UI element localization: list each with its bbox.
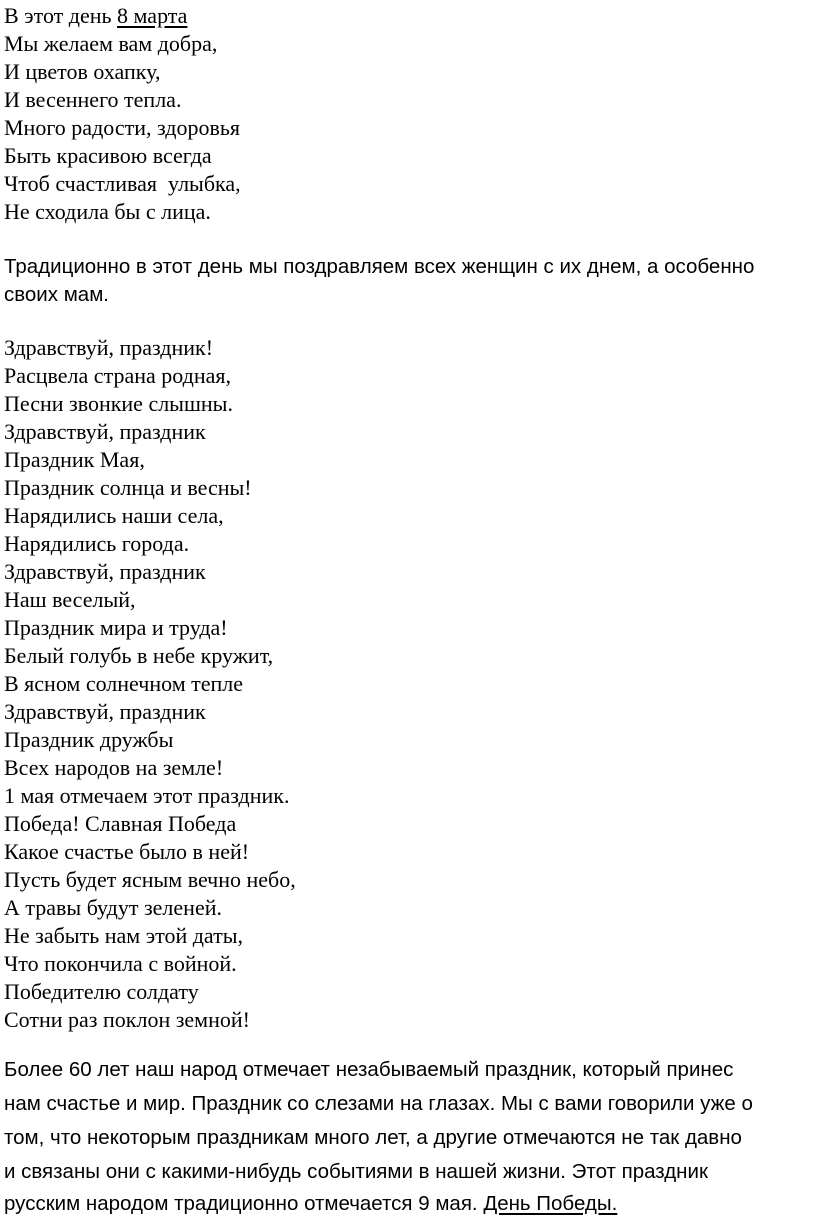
poem2-line: Нарядились города.	[4, 531, 190, 556]
paragraph1-line: Традиционно в этот день мы поздравляем всех женщин с их днем, а особенно	[4, 255, 755, 278]
poem1-line-1	[4, 2, 187, 30]
paragraph2-line: и связаны они с какими-нибудь событиями в нашей жизни. Этот праздник	[4, 1160, 708, 1183]
poem2-line: Здравствуй, праздник	[4, 699, 206, 724]
paragraph2-line: том, что некоторым праздникам много лет, а другие отмечаются не так давно	[4, 1126, 742, 1149]
poem2-line: Белый голубь в небе кружит,	[4, 643, 274, 668]
poem2-line: Расцвела страна родная,	[4, 363, 231, 388]
poem2-line: В ясном солнечном тепле	[4, 671, 244, 696]
poem1-line: Не сходила бы с лица.	[4, 199, 211, 224]
paragraph2-last-line-text: русским народом традиционно отмечается 9 мая.	[4, 1192, 484, 1215]
poem1-line: И весеннего тепла.	[4, 87, 182, 112]
poem2-line: Победа! Славная Победа	[4, 811, 237, 836]
poem1-line: И цветов охапку,	[4, 59, 161, 84]
poem1-line: Чтоб счастливая улыбка,	[4, 171, 241, 196]
poem2-line: Праздник солнца и весны!	[4, 475, 252, 500]
poem2-line: Здравствуй, праздник	[4, 419, 206, 444]
poem1-line: Мы желаем вам добра,	[4, 31, 218, 56]
poem2-line: Праздник дружбы	[4, 727, 174, 752]
poem1-line: Много радости, здоровья	[4, 115, 240, 140]
march-8-link[interactable]: 8 марта	[117, 3, 188, 28]
poem1-line-1-text: В этот день	[4, 3, 118, 28]
poem2-line: А травы будут зеленей.	[4, 895, 222, 920]
paragraph2-last-line	[4, 1190, 617, 1218]
poem2-line: Победителю солдату	[4, 979, 199, 1004]
poem2-line: Не забыть нам этой даты,	[4, 923, 244, 948]
poem2-line: 1 мая отмечаем этот праздник.	[4, 783, 290, 808]
poem2-line: Песни звонкие слышны.	[4, 391, 233, 416]
poem2-line: Пусть будет ясным вечно небо,	[4, 867, 296, 892]
poem1-line: Быть красивою всегда	[4, 143, 212, 168]
poem2-line: Нарядились наши села,	[4, 503, 224, 528]
poem2-line: Всех народов на земле!	[4, 755, 224, 780]
paragraph2-line: Более 60 лет наш народ отмечает незабываемый праздник, который принес	[4, 1058, 734, 1081]
poem2-line: Наш веселый,	[4, 587, 136, 612]
paragraph2-line: нам счастье и мир. Праздник со слезами на глазах. Мы с вами говорили уже о	[4, 1092, 753, 1115]
poem2-line: Здравствуй, праздник!	[4, 335, 214, 360]
poem2-line: Здравствуй, праздник	[4, 559, 206, 584]
poem2-line: Праздник Мая,	[4, 447, 145, 472]
poem2-line: Сотни раз поклон земной!	[4, 1007, 250, 1032]
poem2-line: Какое счастье было в ней!	[4, 839, 250, 864]
victory-day-link[interactable]: День Победы.	[483, 1192, 618, 1215]
poem2-line: Что покончила с войной.	[4, 951, 237, 976]
poem2-line: Праздник мира и труда!	[4, 615, 228, 640]
paragraph1-line: своих мам.	[4, 283, 109, 306]
